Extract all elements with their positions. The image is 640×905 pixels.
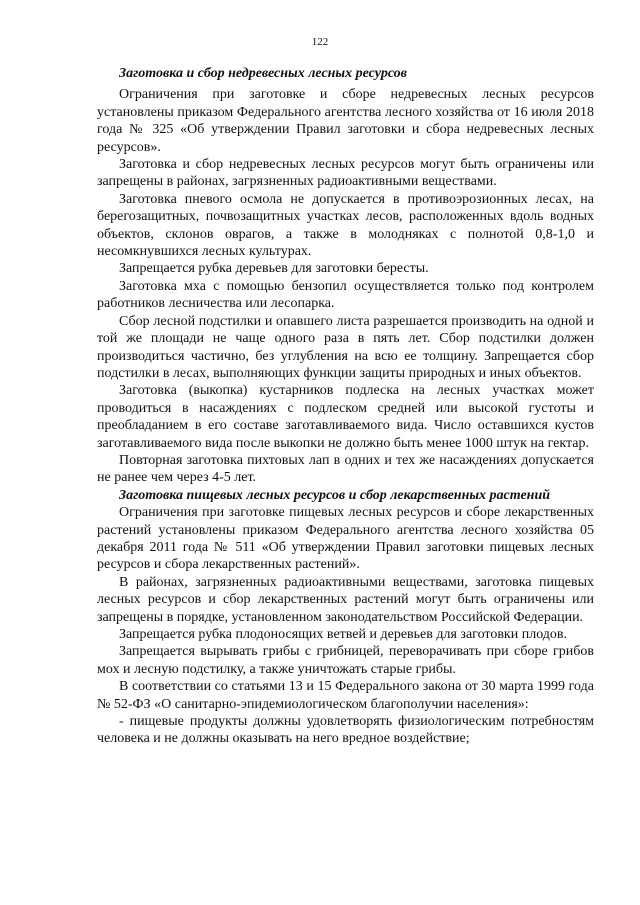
paragraph: Ограничения при заготовке и сборе недревесных лесных ресурсов установлены приказом Федерального агентства лесного хозяйства от 16 июля 2018 года № 325 «Об утверждении Правил заготовки и сбора недревесных лесных ресурсов».: [97, 87, 594, 155]
paragraph: Запрещается вырывать грибы с грибницей, переворачивать при сборе грибов мох и лесную подстилку, а также уничтожать старые грибы.: [97, 644, 594, 677]
page-number: 122: [311, 36, 329, 48]
paragraph: Запрещается рубка деревьев для заготовки бересты.: [119, 261, 429, 277]
paragraph: Ограничения при заготовке пищевых лесных ресурсов и сборе лекарственных растений установлены приказом Федерального агентства лесного хозяйства 05 декабря 2011 года № 511 «Об утверждении Правил заготовки пищевых лесных ресурсов и сбора лекарственных растений».: [97, 505, 594, 573]
document-body: [97, 65, 594, 748]
paragraph: Заготовка пневого осмола не допускается в противоэрозионных лесах, на берегозащитных, почвозащитных участках лесов, расположенных вдоль водных объектов, склонов оврагов, а также в молодняках с полнотой 0,8-1,0 и несомкнувшихся лесных культурах.: [97, 191, 594, 260]
paragraph: Запрещается рубка плодоносящих ветвей и деревьев для заготовки плодов.: [119, 627, 568, 642]
section-heading: Заготовка пищевых лесных ресурсов и сбор лекарственных растений: [119, 487, 551, 503]
paragraph: В районах, загрязненных радиоактивными веществами, заготовка пищевых лесных ресурсов и сбор лекарственных растений могут быть ограничены или запрещены в порядке, установленном законодательством Российской Федерации.: [97, 574, 594, 625]
list-item: - пищевые продукты должны удовлетворять физиологическим потребностям человека и не должны оказывать на него вредное воздействие;: [97, 714, 594, 747]
section-heading: Заготовка и сбор недревесных лесных ресурсов: [119, 66, 407, 81]
paragraph: Сбор лесной подстилки и опавшего листа разрешается производить на одной и той же площади не чаще одного раза в пять лет. Сбор подстилки должен производиться частично, без углубления на всю ее толщину. Запрещается сбор подстилки в лесах, выполняющих функции защиты природных и иных объектов.: [97, 313, 594, 381]
paragraph: Повторная заготовка пихтовых лап в одних и тех же насаждениях допускается не ранее чем через 4-5 лет.: [97, 452, 594, 486]
paragraph: В соответствии со статьями 13 и 15 Федерального закона от 30 марта 1999 года № 52-ФЗ «О санитарно-эпидемиологическом благополучии населения»:: [97, 679, 594, 712]
paragraph: Заготовка (выкопка) кустарников подлеска на лесных участках может проводиться в насаждениях с подлеском средней или высокой густоты и преобладанием в его составе заготавливаемого вида. Число оставшихся кустов заготавливаемого вида после выкопки не должно быть менее 1000 штук на гектар.: [97, 383, 594, 451]
paragraph: Заготовка мха с помощью бензопил осуществляется только под контролем работников лесничества или лесопарка.: [97, 278, 594, 312]
paragraph: Заготовка и сбор недревесных лесных ресурсов могут быть ограничены или запрещены в районах, загрязненных радиоактивными веществами.: [97, 157, 594, 190]
